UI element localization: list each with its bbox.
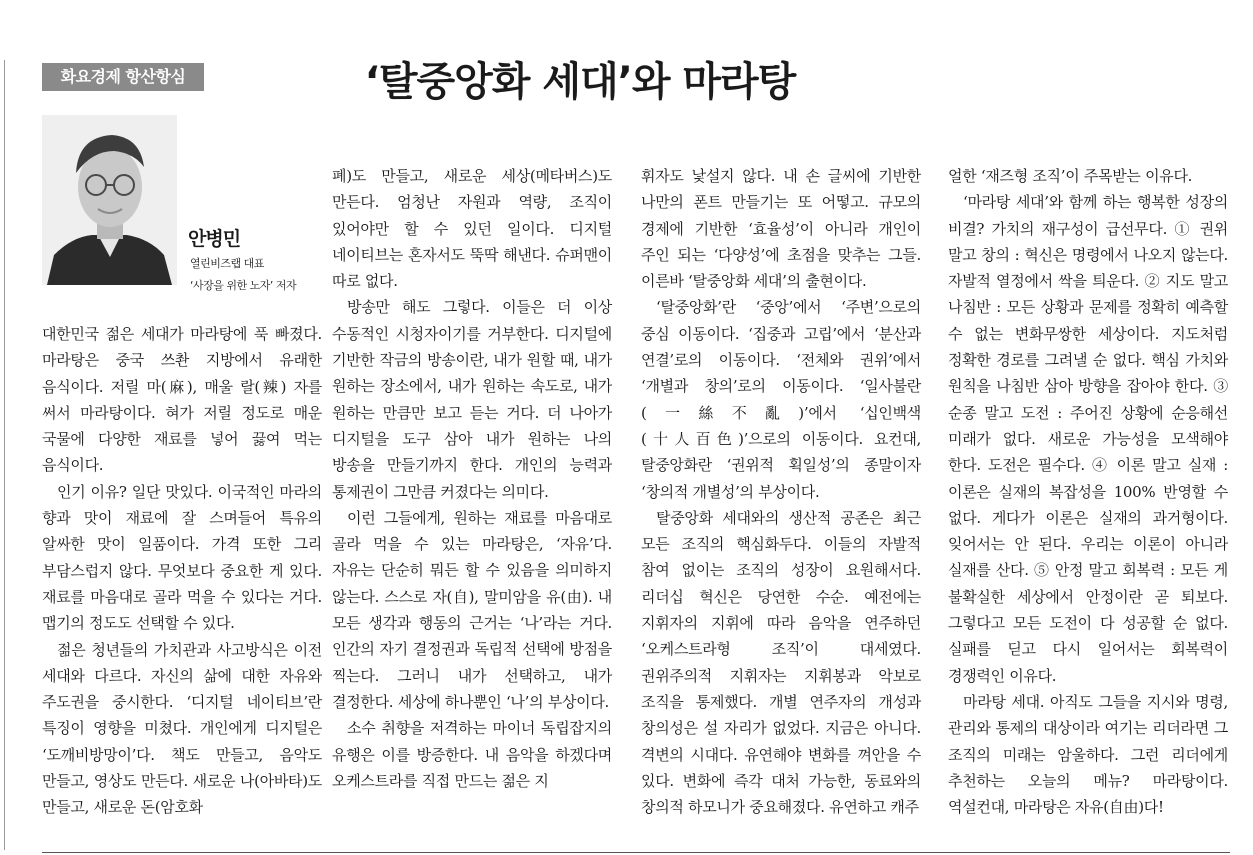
left-margin-rule <box>4 60 5 850</box>
paragraph: 방송만 해도 그렇다. 이들은 더 이상 수동적인 시청자이기를 거부한다. 디지털에 기반한 작금의 방송이란, 내가 원할 때, 내가 원하는 장소에서, 내가 원하는 속도로, 내가 원하는 만큼만 보고 듣는 거다. 더 나아가 디지털을 도구 삼아 내가 원하는 나의 방송을 만들기까지 한다. 개인의 능력과 통제권이 그만큼 커졌다는 의미다. <box>332 298 612 501</box>
paragraph: 탈중앙화 세대와의 생산적 공존은 최근 모든 조직의 핵심화두다. 이들의 자발적 참여 없이는 조직의 성장이 요원해서다. 리더십 혁신은 당연한 수순. 예전에는 지휘자의 지휘에 따라 음악을 연주하던 ‘오케스트라형 조직’이 대세였다. 권위주의적 지휘자는 지휘봉과 악보로 조직을 통제했다. 개별 연주자의 개성과 창의성은 설 자리가 없었다. 지금은 아니다. 격변의 시대다. 유연해야 변화를 껴안을 수 있다. 변화에 즉각 대처 가능한, 동료와의 창의적 하모니가 중요해졌다. 유연하고 캐주 <box>641 508 921 817</box>
body-column-4 <box>948 163 1228 846</box>
author-book: ‘사장을 위한 노자’ 저자 <box>190 279 297 292</box>
paragraph: 이런 그들에게, 원하는 재료를 마음대로 골라 먹을 수 있는 마라탕은, ‘자유’다. 자유는 단순히 뭐든 할 수 있음을 의미하지 않는다. 스스로 자(自), 말미암을 유(由). 내 모든 생각과 행동의 근거는 ‘나’라는 거다. 인간의 자기 결정권과 독립적 선택에 방점을 찍는다. 그러니 내가 선택하고, 내가 결정한다. 세상에 하나뿐인 ‘나’의 부상이다. <box>332 508 612 711</box>
paragraph: 마라탕 세대. 아직도 그들을 지시와 명령, 관리와 통제의 대상이라 여기는 리더라면 그 조직의 미래는 암울하다. 그런 리더에게 추천하는 오늘의 메뉴? 마라탕이다. 역설컨대, 마라탕은 자유(自由)다! <box>948 692 1228 817</box>
author-photo <box>42 115 177 285</box>
article-headline: ‘탈중앙화 세대’와 마라탕 <box>364 59 796 105</box>
body-column-3 <box>641 163 921 846</box>
paragraph: ‘마라탕 세대’와 함께 하는 행복한 성장의 비결? 가치의 재구성이 급선무다. ① 권위 말고 창의 : 혁신은 명령에서 나오지 않는다. 자발적 열정에서 싹을 틔운다. ② 지도 말고 나침반 : 모든 상황과 문제를 정확히 예측할 수 없는 변화무쌍한 세상이다. 지도처럼 정확한 경로를 그려낼 순 없다. 핵심 가치와 원칙을 나침반 삼아 방향을 잡아야 한다. ③ 순종 말고 도전 : 주어진 상황에 순응해선 미래가 없다. 새로운 가능성을 모색해야 한다. 도전은 필수다. ④ 이론 말고 실재 : 이론은 실재의 복잡성을 100% 반영할 수 없다. 게다가 이론은 실재의 과거형이다. 잊어서는 안 된다. 우리는 이론이 아니라 실재를 산다. ⑤ 안정 말고 회복력 : 모든 게 불확실한 세상에서 안정이란 곧 퇴보다. 그렇다고 모든 도전이 다 성공할 순 없다. 실패를 딛고 다시 일어서는 회복력이 경쟁력인 이유다. <box>948 193 1228 685</box>
paragraph: 소수 취향을 저격하는 마이너 독립잡지의 유행은 이를 방증한다. 내 음악을 하겠다며 오케스트라를 직접 만드는 젊은 지 <box>332 719 612 790</box>
column-kicker-label: 화요경제 항산항심 <box>42 63 204 91</box>
paragraph: 휘자도 낯설지 않다. 내 손 글씨에 기반한 나만의 폰트 만들기는 또 어떻고. 규모의 경제에 기반한 ‘효율성’이 아니라 개인이 주인 되는 ‘다양성’에 초점을 맞추는 그들. 이른바 ‘탈중앙화 세대’의 출현이다. <box>641 167 921 291</box>
paragraph: 얼한 ‘재즈형 조직’이 주목받는 이유다. <box>948 167 1193 185</box>
body-column-1 <box>42 321 322 846</box>
body-column-2 <box>332 163 612 846</box>
paragraph: 젊은 청년들의 가치관과 사고방식은 이전 세대와 다르다. 자신의 삶에 대한 자유와 주도권을 중시한다. ‘디지털 네이티브’란 특징이 영향을 미쳤다. 개인에게 디지털은 ‘도깨비방망이’다. 책도 만들고, 음악도 만들고, 영상도 만든다. 새로운 나(아바타)도 만들고, 새로운 돈(암호화 <box>42 640 322 817</box>
author-role: 열린비즈랩 대표 <box>190 257 264 270</box>
paragraph: 대한민국 젊은 세대가 마라탕에 푹 빠졌다. 마라탕은 중국 쓰촨 지방에서 유래한 음식이다. 저릴 마(麻), 매울 랄(辣) 자를 써서 마라탕이다. 혀가 저릴 정도로 매운 국물에 다양한 재료를 넣어 끓여 먹는 음식이다. <box>42 325 322 475</box>
author-name: 안병민 <box>188 228 241 250</box>
bottom-rule <box>42 852 1230 853</box>
paragraph: 폐)도 만들고, 새로운 세상(메타버스)도 만든다. 엄청난 자원과 역량, 조직이 있어야만 할 수 있던 일이다. 디지털 네이티브는 혼자서도 뚝딱 해낸다. 슈퍼맨이 따로 없다. <box>332 167 612 291</box>
paragraph: ‘탈중앙화’란 ‘중앙’에서 ‘주변’으로의 중심 이동이다. ‘집중과 고립’에서 ‘분산과 연결’로의 이동이다. ‘전체와 권위’에서 ‘개별과 창의’로의 이동이다. ‘일사불란(一絲不亂)’에서 ‘십인백색(十人百色)’으로의 이동이다. 요컨대, 탈중앙화란 ‘권위적 획일성’의 종말이자 ‘창의적 개별성’의 부상이다. <box>641 298 921 501</box>
paragraph: 인기 이유? 일단 맛있다. 이국적인 마라의 향과 맛이 재료에 잘 스며들어 특유의 알싸한 맛이 일품이다. 가격 또한 그리 부담스럽지 않다. 무엇보다 중요한 게 있다. 재료를 마음대로 골라 먹을 수 있다는 거다. 맵기의 정도도 선택할 수 있다. <box>42 482 322 633</box>
